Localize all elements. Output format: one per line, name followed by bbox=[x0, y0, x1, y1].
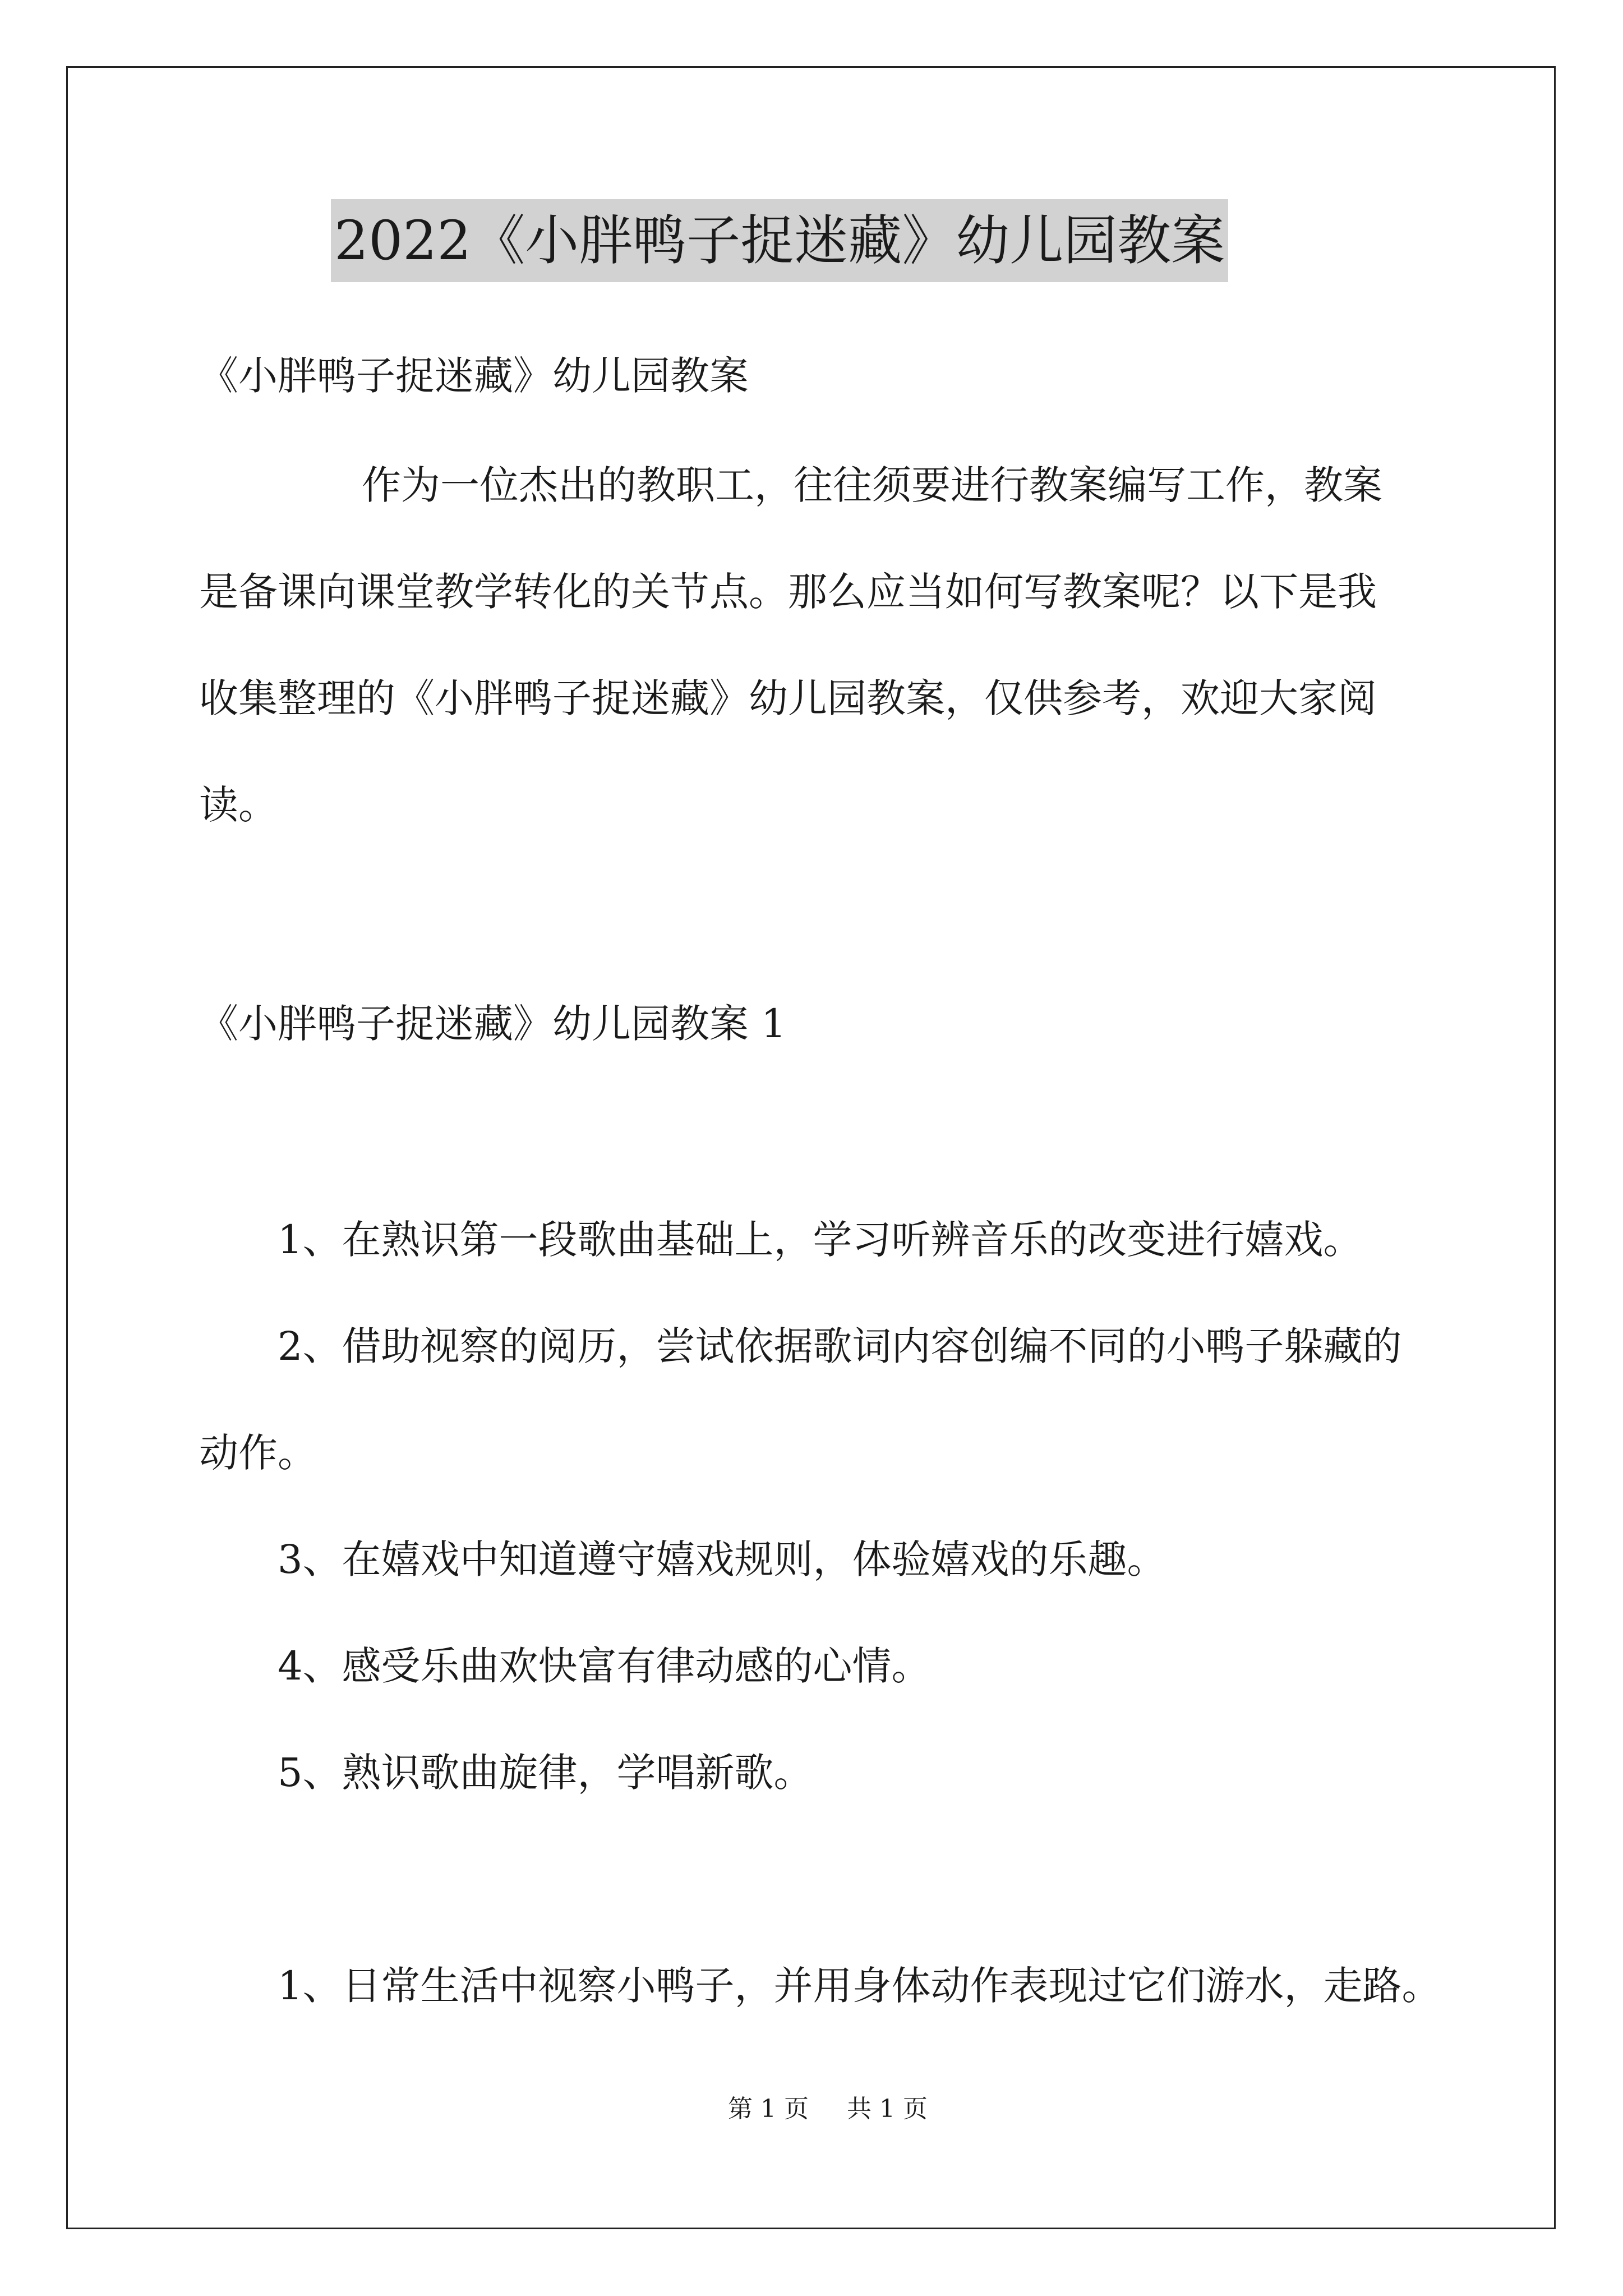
goal-item-4: 4、感受乐曲欢快富有律动感的心情。 bbox=[278, 1643, 931, 1689]
prep-item-1: 1、日常生活中视察小鸭子，并用身体动作表现过它们游水，走路。 bbox=[278, 1963, 1441, 2009]
page-number-current: 第 1 页 bbox=[728, 2095, 809, 2123]
intro-line-1: 作为一位杰出的教职工，往往须要进行教案编写工作，教案 bbox=[362, 462, 1382, 508]
goal-item-2-continued: 动作。 bbox=[199, 1430, 317, 1476]
goal-item-2: 2、借助视察的阅历，尝试依据歌词内容创编不同的小鸭子躲藏的 bbox=[278, 1323, 1402, 1369]
goal-item-3: 3、在嬉戏中知道遵守嬉戏规则，体验嬉戏的乐趣。 bbox=[278, 1536, 1166, 1582]
document-subtitle: 《小胖鸭子捉迷藏》幼儿园教案 bbox=[199, 353, 749, 399]
goal-item-5: 5、熟识歌曲旋律，学唱新歌。 bbox=[278, 1750, 813, 1796]
intro-line-3: 收集整理的《小胖鸭子捉迷藏》幼儿园教案，仅供参考，欢迎大家阅 bbox=[199, 675, 1377, 721]
page-number-total: 共 1 页 bbox=[846, 2095, 928, 2123]
intro-line-2: 是备课向课堂教学转化的关节点。那么应当如何写教案呢？以下是我 bbox=[199, 569, 1377, 615]
document-title: 2022《小胖鸭子捉迷藏》幼儿园教案 bbox=[331, 199, 1228, 282]
section-heading: 《小胖鸭子捉迷藏》幼儿园教案 1 bbox=[199, 1001, 786, 1047]
page-footer bbox=[728, 2092, 928, 2126]
intro-line-4: 读。 bbox=[199, 782, 278, 828]
goal-item-1: 1、在熟识第一段歌曲基础上，学习听辨音乐的改变进行嬉戏。 bbox=[278, 1217, 1363, 1263]
